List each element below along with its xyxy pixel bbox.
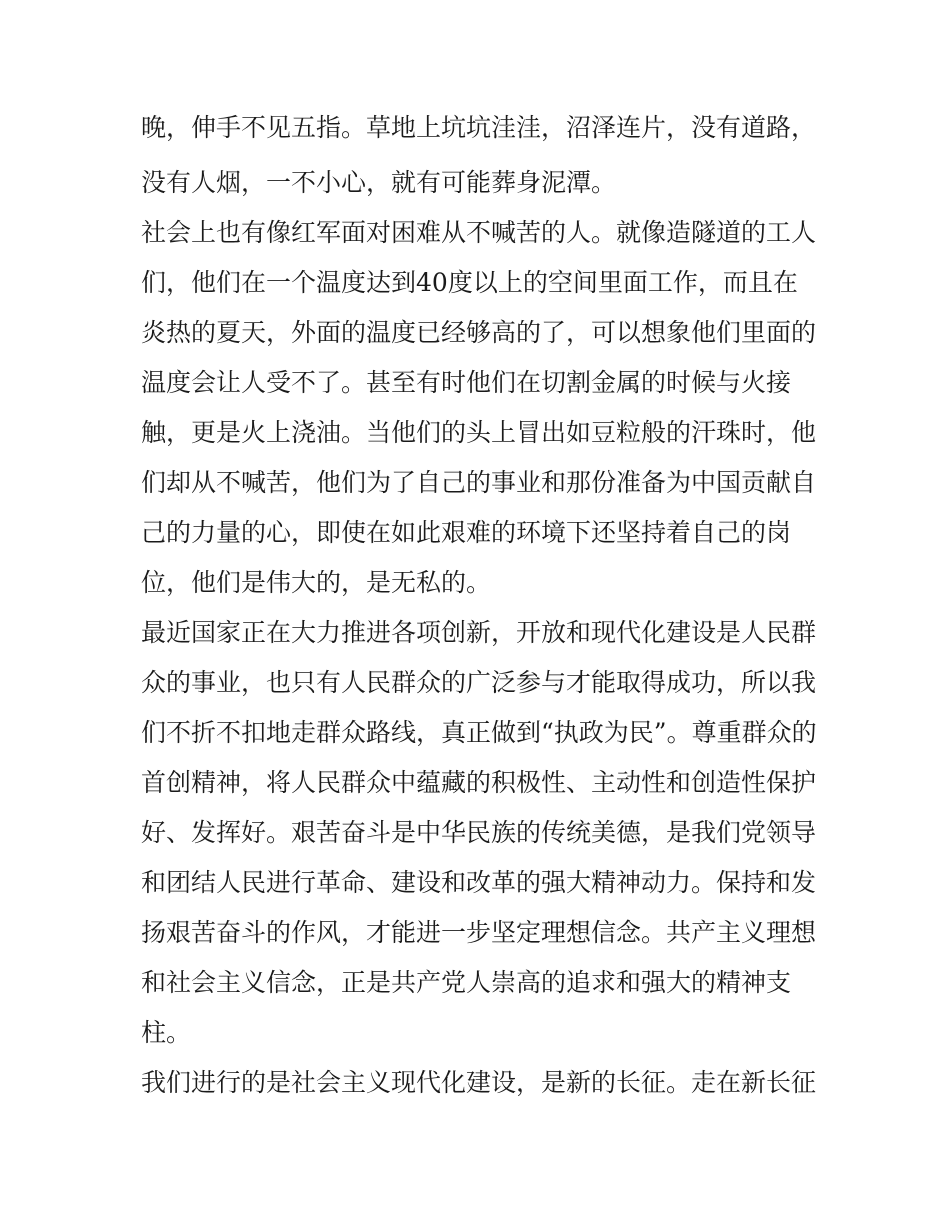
text-line: 柱。: [141, 1018, 192, 1047]
text-line: 没有人烟，一不小心，就有可能葬身泥潭。: [141, 168, 617, 197]
text-line: 温度会让人受不了。甚至有时他们在切割金属的时候与火接: [141, 368, 792, 397]
text-line: 们，他们在一个温度达到40度以上的空间里面工作，而且在: [141, 268, 798, 297]
text-line: 好、发挥好。艰苦奋斗是中华民族的传统美德，是我们党领导: [141, 818, 817, 847]
text-line: 位，他们是伟大的，是无私的。: [141, 568, 492, 597]
text-line: 们不折不扣地走群众路线，真正做到“执政为民”。尊重群众的: [141, 718, 817, 747]
text-line: 触，更是火上浇油。当他们的头上冒出如豆粒般的汗珠时，他: [141, 418, 817, 447]
text-line: 社会上也有像红军面对困难从不喊苦的人。就像造隧道的工人: [141, 218, 817, 247]
text-line: 和社会主义信念，正是共产党人崇高的追求和强大的精神支: [141, 968, 792, 997]
text-line: 晚，伸手不见五指。草地上坑坑洼洼，沼泽连片，没有道路，: [141, 113, 817, 142]
text-line: 己的力量的心，即使在如此艰难的环境下还坚持着自己的岗: [141, 518, 792, 547]
text-line: 扬艰苦奋斗的作风，才能进一步坚定理想信念。共产主义理想: [141, 918, 817, 947]
text-line: 我们进行的是社会主义现代化建设，是新的长征。走在新长征: [141, 1068, 817, 1097]
text-line: 和团结人民进行革命、建设和改革的强大精神动力。保持和发: [141, 868, 817, 897]
text-line: 首创精神，将人民群众中蕴藏的积极性、主动性和创造性保护: [141, 768, 817, 797]
text-line: 们却从不喊苦，他们为了自己的事业和那份准备为中国贡献自: [141, 468, 817, 497]
text-line: 众的事业，也只有人民群众的广泛参与才能取得成功，所以我: [141, 668, 817, 697]
text-line: 炎热的夏天，外面的温度已经够高的了，可以想象他们里面的: [141, 318, 817, 347]
text-line: 最近国家正在大力推进各项创新，开放和现代化建设是人民群: [141, 618, 817, 647]
